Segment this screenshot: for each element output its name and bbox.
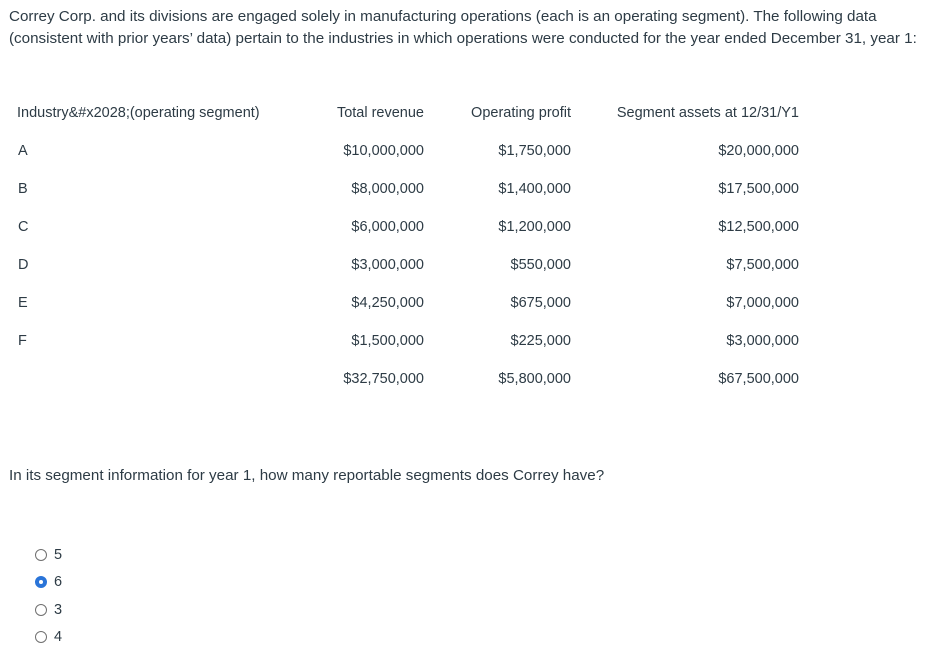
- industry-cell: A: [18, 143, 28, 159]
- radio-button[interactable]: [35, 631, 47, 643]
- assets-total-cell: $67,500,000: [718, 371, 799, 387]
- header-total-revenue: Total revenue: [336, 105, 424, 121]
- profit-total-cell: $5,800,000: [498, 371, 571, 387]
- radio-button[interactable]: [35, 604, 47, 616]
- header-industry: Industry&#x2028;(operating segment): [17, 105, 260, 121]
- industry-cell: F: [18, 333, 27, 349]
- profit-cell: $1,200,000: [498, 219, 571, 235]
- revenue-cell: $10,000,000: [343, 143, 424, 159]
- assets-cell: $12,500,000: [718, 219, 799, 235]
- table-row: [9, 208, 799, 246]
- revenue-total-cell: $32,750,000: [343, 371, 424, 387]
- answer-option[interactable]: [35, 541, 62, 569]
- revenue-cell: $1,500,000: [351, 333, 424, 349]
- answer-label: 5: [54, 546, 63, 563]
- answer-label: 3: [54, 601, 63, 618]
- profit-cell: $675,000: [510, 295, 571, 311]
- industry-cell: B: [18, 181, 28, 197]
- profit-cell: $225,000: [510, 333, 571, 349]
- radio-button-selected[interactable]: [35, 576, 47, 588]
- header-operating-profit: Operating profit: [471, 105, 571, 121]
- table-row: [9, 322, 799, 360]
- table-header-row: [9, 94, 799, 132]
- answer-options: [35, 541, 62, 651]
- answer-label: 4: [54, 629, 63, 646]
- segment-data-table: [9, 94, 799, 398]
- assets-cell: $20,000,000: [718, 143, 799, 159]
- revenue-cell: $3,000,000: [351, 257, 424, 273]
- question-text: In its segment information for year 1, how many reportable segments does Correy have?: [9, 467, 605, 484]
- table-total-row: [9, 360, 799, 398]
- revenue-cell: $6,000,000: [351, 219, 424, 235]
- industry-cell: [9, 360, 321, 398]
- assets-cell: $7,000,000: [726, 295, 799, 311]
- industry-cell: E: [18, 295, 28, 311]
- question-intro: Correy Corp. and its divisions are engaged solely in manufacturing operations (each is an operating segment). The following data (consistent with prior years’ data) pertain to the industries in which operations were conducted for the year ended December 31, year 1:: [9, 8, 917, 47]
- profit-cell: $1,750,000: [498, 143, 571, 159]
- table-row: [9, 246, 799, 284]
- header-segment-assets: Segment assets at 12/31/Y1: [616, 105, 799, 121]
- revenue-cell: $4,250,000: [351, 295, 424, 311]
- revenue-cell: $8,000,000: [351, 181, 424, 197]
- answer-label: 6: [54, 574, 63, 591]
- table-row: [9, 132, 799, 170]
- assets-cell: $3,000,000: [726, 333, 799, 349]
- table-row: [9, 284, 799, 322]
- industry-cell: D: [18, 257, 29, 273]
- answer-option[interactable]: [35, 596, 62, 624]
- answer-option[interactable]: [35, 624, 62, 652]
- radio-button[interactable]: [35, 549, 47, 561]
- industry-cell: C: [18, 219, 29, 235]
- answer-option[interactable]: [35, 569, 62, 597]
- profit-cell: $550,000: [510, 257, 571, 273]
- table-row: [9, 170, 799, 208]
- assets-cell: $17,500,000: [718, 181, 799, 197]
- assets-cell: $7,500,000: [726, 257, 799, 273]
- profit-cell: $1,400,000: [498, 181, 571, 197]
